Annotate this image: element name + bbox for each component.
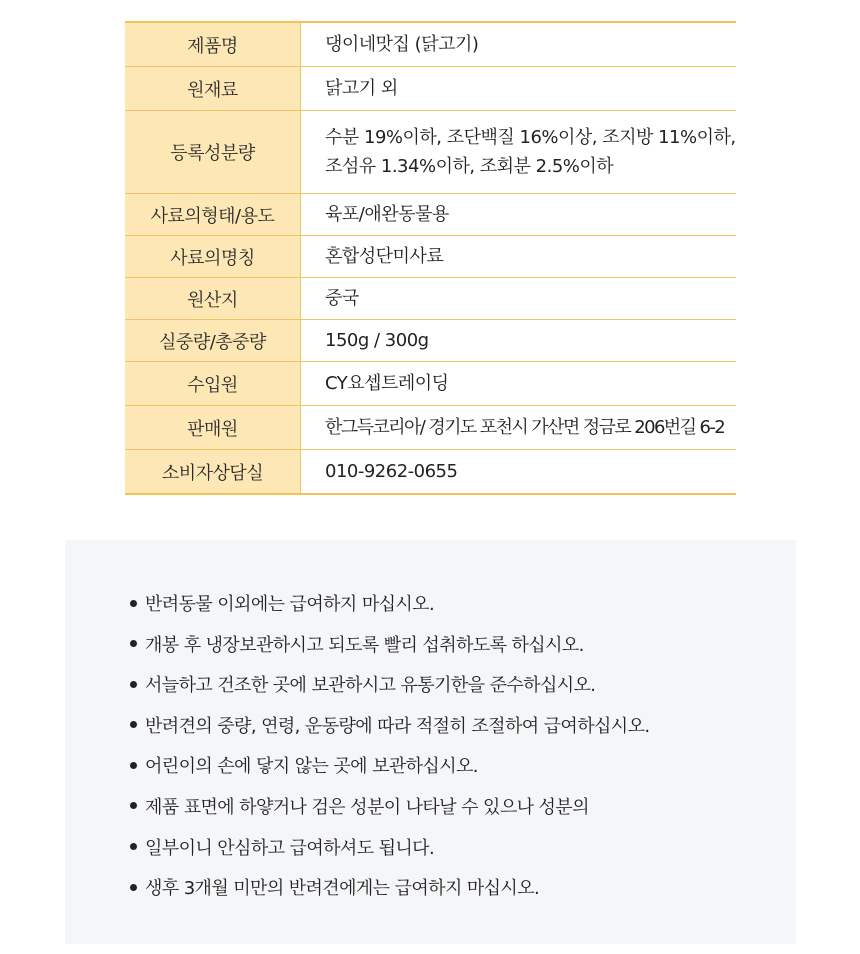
notice-text: 반려견의 중량, 연령, 운동량에 따라 적절히 조절하여 급여하십시오. xyxy=(145,715,650,737)
table-row xyxy=(125,278,736,320)
notice-text: 개봉 후 냉장보관하시고 되도록 빨리 섭취하도록 하십시오. xyxy=(145,634,584,656)
value-seller: 한그득코리아/ 경기도 포천시 가산면 정금로 206번길 6-2 xyxy=(301,406,737,450)
label-origin: 원산지 xyxy=(125,278,301,320)
notice-text: 제품 표면에 하얗거나 검은 성분이 나타날 수 있으나 성분의 xyxy=(145,796,589,818)
value-product-name: 댕이네맛집 (닭고기) xyxy=(301,22,737,67)
notice-text: 일부이니 안심하고 급여하셔도 됩니다. xyxy=(145,837,435,859)
value-feed-form-use: 육포/애완동물용 xyxy=(301,194,737,236)
list-item xyxy=(130,591,650,632)
value-weight: 150g / 300g xyxy=(301,320,737,362)
table-row xyxy=(125,111,736,194)
bullet-icon xyxy=(130,843,137,850)
table-row xyxy=(125,406,736,450)
list-item xyxy=(130,672,650,713)
table-row xyxy=(125,22,736,67)
list-item xyxy=(130,794,650,835)
product-info-table xyxy=(125,21,736,495)
table-row xyxy=(125,320,736,362)
label-ingredients: 원재료 xyxy=(125,67,301,111)
notice-text: 반려동물 이외에는 급여하지 마십시오. xyxy=(145,594,435,615)
list-item xyxy=(130,875,650,916)
caution-notice-box xyxy=(65,540,796,944)
label-seller: 판매원 xyxy=(125,406,301,450)
notice-text: 생후 3개월 미만의 반려견에게는 급여하지 마십시오. xyxy=(145,878,540,900)
value-importer: CY요셉트레이딩 xyxy=(301,362,737,406)
table-row xyxy=(125,362,736,406)
value-feed-name: 혼합성단미사료 xyxy=(301,236,737,278)
list-item xyxy=(130,753,650,794)
label-feed-name: 사료의명칭 xyxy=(125,236,301,278)
bullet-icon xyxy=(130,802,137,809)
value-customer-service: 010-9262-0655 xyxy=(301,450,737,495)
label-customer-service: 소비자상담실 xyxy=(125,450,301,495)
nutrients-line-2: 조섬유 1.34%이하, 조회분 2.5%이하 xyxy=(325,156,614,177)
table-row xyxy=(125,450,736,495)
caution-list xyxy=(130,591,650,916)
label-product-name: 제품명 xyxy=(125,22,301,67)
label-weight: 실중량/총중량 xyxy=(125,320,301,362)
list-item xyxy=(130,713,650,754)
list-item xyxy=(130,632,650,673)
bullet-icon xyxy=(130,762,137,769)
value-registered-nutrients xyxy=(301,111,737,194)
value-ingredients: 닭고기 외 xyxy=(301,67,737,111)
bullet-icon xyxy=(130,640,137,647)
bullet-icon xyxy=(130,884,137,891)
table-row xyxy=(125,67,736,111)
bullet-icon xyxy=(130,600,137,607)
nutrients-line-1: 수분 19%이하, 조단백질 16%이상, 조지방 11%이하, xyxy=(325,127,736,148)
notice-text: 서늘하고 건조한 곳에 보관하시고 유통기한을 준수하십시오. xyxy=(145,675,596,697)
bullet-icon xyxy=(130,681,137,688)
notice-text: 어린이의 손에 닿지 않는 곳에 보관하십시오. xyxy=(145,756,478,778)
label-feed-form-use: 사료의형태/용도 xyxy=(125,194,301,236)
bullet-icon xyxy=(130,721,137,728)
value-origin: 중국 xyxy=(301,278,737,320)
table-row xyxy=(125,194,736,236)
list-item xyxy=(130,835,650,876)
label-registered-nutrients: 등록성분량 xyxy=(125,111,301,194)
table-row xyxy=(125,236,736,278)
label-importer: 수입원 xyxy=(125,362,301,406)
